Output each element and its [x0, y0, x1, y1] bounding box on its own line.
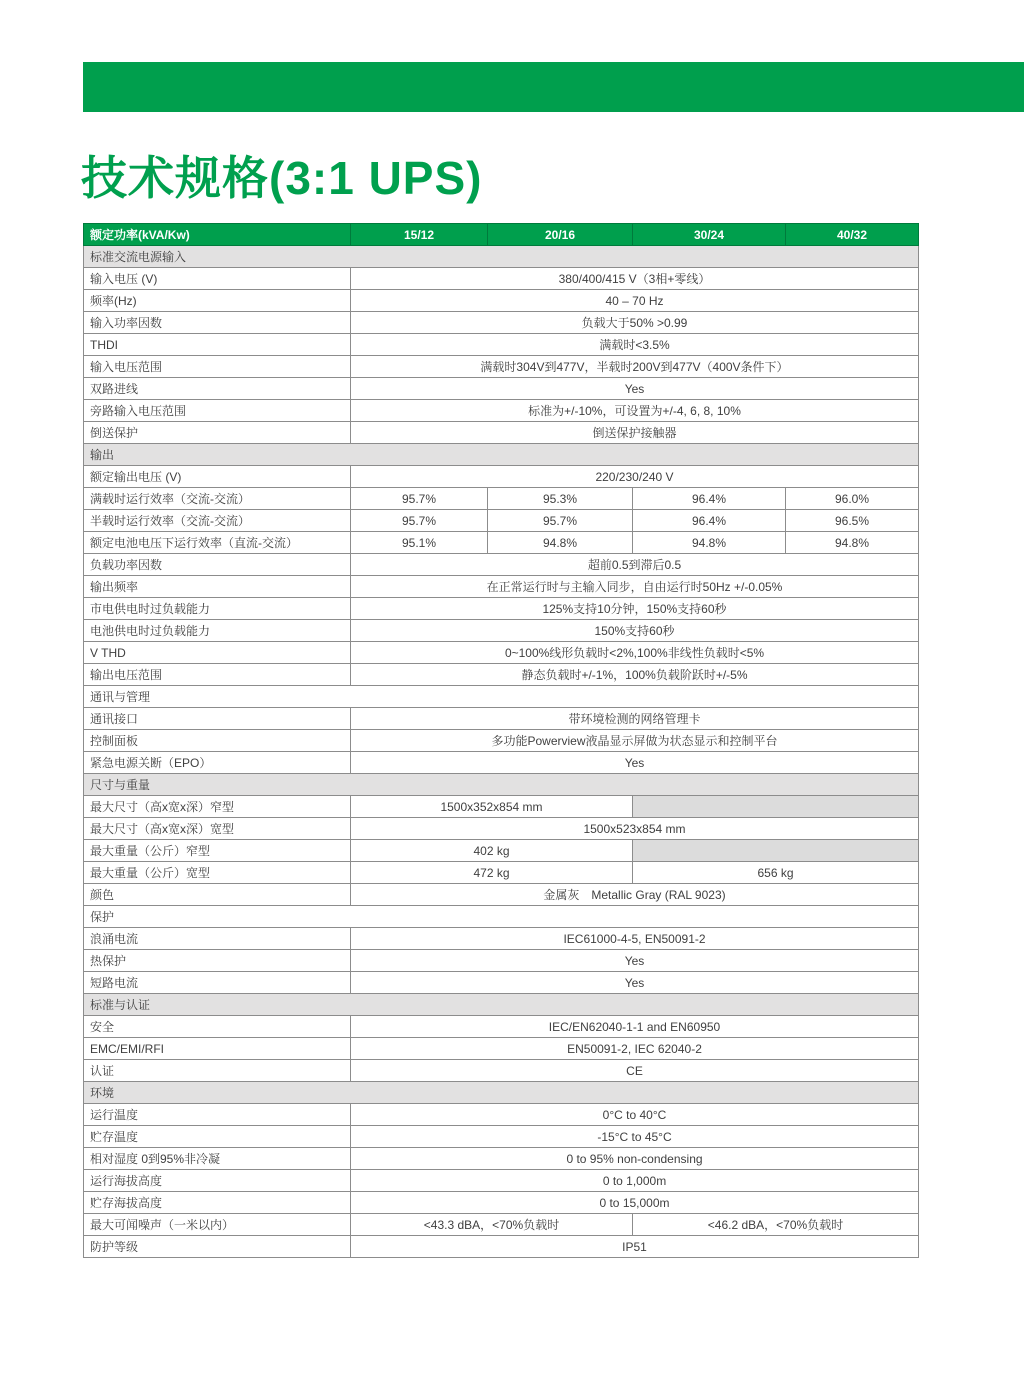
spec-value-cell: 94.8%: [633, 532, 786, 554]
table-row: [84, 576, 919, 598]
spec-label-cell: V THD: [84, 642, 351, 664]
table-row: [84, 510, 919, 532]
spec-value-cell: Yes: [351, 752, 919, 774]
table-row: [84, 1214, 919, 1236]
table-row: [84, 1126, 919, 1148]
spec-value-cell: 95.3%: [488, 488, 633, 510]
spec-value-cell: 95.7%: [351, 510, 488, 532]
table-row: [84, 620, 919, 642]
spec-label-cell: EMC/EMI/RFI: [84, 1038, 351, 1060]
spec-value-cell: 1500x523x854 mm: [351, 818, 919, 840]
spec-label-cell: 输入电压 (V): [84, 268, 351, 290]
table-row: [84, 1192, 919, 1214]
spec-value-cell: 380/400/415 V（3相+零线）: [351, 268, 919, 290]
spec-value-cell: 0 to 1,000m: [351, 1170, 919, 1192]
spec-value-cell: 金属灰 Metallic Gray (RAL 9023): [351, 884, 919, 906]
rating-column-header: 30/24: [633, 224, 786, 246]
spec-label-cell: 输出电压范围: [84, 664, 351, 686]
table-row: [84, 400, 919, 422]
spec-label-cell: 贮存温度: [84, 1126, 351, 1148]
spec-value-cell: IEC/EN62040-1-1 and EN60950: [351, 1016, 919, 1038]
spec-label-cell: 浪涌电流: [84, 928, 351, 950]
table-row: [84, 1060, 919, 1082]
spec-value-cell: 多功能Powerview液晶显示屏做为状态显示和控制平台: [351, 730, 919, 752]
section-header-cell: 输出: [84, 444, 919, 466]
table-row: [84, 664, 919, 686]
spec-value-cell: 96.5%: [786, 510, 919, 532]
rating-column-header: 15/12: [351, 224, 488, 246]
spec-label-cell: 颜色: [84, 884, 351, 906]
spec-na-cell: [633, 796, 919, 818]
spec-table: [83, 223, 919, 1258]
spec-label-cell: 旁路输入电压范围: [84, 400, 351, 422]
spec-value-cell: 96.4%: [633, 488, 786, 510]
table-row: [84, 1016, 919, 1038]
table-row: [84, 730, 919, 752]
table-row: [84, 928, 919, 950]
spec-value-cell: 96.0%: [786, 488, 919, 510]
spec-value-cell: 95.1%: [351, 532, 488, 554]
table-row: [84, 488, 919, 510]
spec-label-cell: 市电供电时过负载能力: [84, 598, 351, 620]
table-row: [84, 422, 919, 444]
spec-value-cell: 220/230/240 V: [351, 466, 919, 488]
table-row: [84, 334, 919, 356]
table-row: [84, 708, 919, 730]
section-header-cell: 通讯与管理: [84, 686, 919, 708]
spec-value-cell: 静态负载时+/-1%，100%负载阶跃时+/-5%: [351, 664, 919, 686]
brand-header-bar: [83, 62, 1024, 112]
spec-label-cell: 频率(Hz): [84, 290, 351, 312]
table-row: [84, 1104, 919, 1126]
spec-label-cell: 负载功率因数: [84, 554, 351, 576]
spec-label-cell: 认证: [84, 1060, 351, 1082]
table-row: [84, 994, 919, 1016]
spec-value-cell: Yes: [351, 972, 919, 994]
table-row: [84, 840, 919, 862]
table-row: [84, 554, 919, 576]
spec-value-cell: CE: [351, 1060, 919, 1082]
spec-label-cell: 最大重量（公斤）宽型: [84, 862, 351, 884]
table-row: [84, 906, 919, 928]
table-row: [84, 444, 919, 466]
table-row: [84, 752, 919, 774]
spec-label-cell: 紧急电源关断（EPO）: [84, 752, 351, 774]
spec-label-cell: 控制面板: [84, 730, 351, 752]
spec-label-cell: 最大可闻噪声（一米以内）: [84, 1214, 351, 1236]
spec-value-cell: 656 kg: [633, 862, 919, 884]
spec-value-cell: 倒送保护接触器: [351, 422, 919, 444]
table-row: [84, 290, 919, 312]
section-header-cell: 标准交流电源输入: [84, 246, 919, 268]
spec-label-cell: 输出频率: [84, 576, 351, 598]
spec-label-cell: 最大尺寸（高x宽x深）窄型: [84, 796, 351, 818]
spec-label-cell: 通讯接口: [84, 708, 351, 730]
spec-value-cell: Yes: [351, 950, 919, 972]
spec-value-cell: <46.2 dBA，<70%负载时: [633, 1214, 919, 1236]
spec-value-cell: 负载大于50% >0.99: [351, 312, 919, 334]
section-header-cell: 环境: [84, 1082, 919, 1104]
spec-na-cell: [633, 840, 919, 862]
spec-value-cell: 472 kg: [351, 862, 633, 884]
table-row: [84, 1038, 919, 1060]
spec-value-cell: 标准为+/-10%，可设置为+/-4, 6, 8, 10%: [351, 400, 919, 422]
spec-value-cell: 1500x352x854 mm: [351, 796, 633, 818]
table-row: [84, 774, 919, 796]
rating-column-header: 40/32: [786, 224, 919, 246]
spec-table-body: [84, 246, 919, 1258]
section-header-cell: 标准与认证: [84, 994, 919, 1016]
spec-label-cell: 倒送保护: [84, 422, 351, 444]
table-row: [84, 1148, 919, 1170]
spec-label-cell: 电池供电时过负载能力: [84, 620, 351, 642]
spec-value-cell: <43.3 dBA，<70%负载时: [351, 1214, 633, 1236]
spec-label-cell: 贮存海拔高度: [84, 1192, 351, 1214]
spec-value-cell: 0 to 95% non-condensing: [351, 1148, 919, 1170]
spec-label-cell: 输入电压范围: [84, 356, 351, 378]
spec-value-cell: 96.4%: [633, 510, 786, 532]
spec-value-cell: IP51: [351, 1236, 919, 1258]
spec-value-cell: 94.8%: [786, 532, 919, 554]
spec-value-cell: 402 kg: [351, 840, 633, 862]
spec-value-cell: 94.8%: [488, 532, 633, 554]
page-title: 技术规格(3:1 UPS): [81, 152, 483, 204]
table-row: [84, 972, 919, 994]
spec-label-cell: 最大重量（公斤）窄型: [84, 840, 351, 862]
spec-label-cell: 运行温度: [84, 1104, 351, 1126]
spec-label-cell: 短路电流: [84, 972, 351, 994]
spec-value-cell: 40 – 70 Hz: [351, 290, 919, 312]
spec-value-cell: 150%支持60秒: [351, 620, 919, 642]
table-row: [84, 1170, 919, 1192]
table-row: [84, 378, 919, 400]
table-row: [84, 268, 919, 290]
table-row: [84, 246, 919, 268]
table-row: [84, 356, 919, 378]
spec-value-cell: 125%支持10分钟，150%支持60秒: [351, 598, 919, 620]
spec-value-cell: 95.7%: [488, 510, 633, 532]
rating-column-header: 20/16: [488, 224, 633, 246]
table-row: [84, 862, 919, 884]
spec-label-cell: 最大尺寸（高x宽x深）宽型: [84, 818, 351, 840]
spec-value-cell: IEC61000-4-5, EN50091-2: [351, 928, 919, 950]
spec-value-cell: 0°C to 40°C: [351, 1104, 919, 1126]
spec-label-cell: 热保护: [84, 950, 351, 972]
spec-label-cell: 满载时运行效率（交流-交流）: [84, 488, 351, 510]
spec-value-cell: 满载时304V到477V，半载时200V到477V（400V条件下）: [351, 356, 919, 378]
table-row: [84, 642, 919, 664]
spec-value-cell: 满载时<3.5%: [351, 334, 919, 356]
table-header-row: [84, 224, 919, 246]
spec-label-cell: 安全: [84, 1016, 351, 1038]
table-row: [84, 796, 919, 818]
section-header-cell: 尺寸与重量: [84, 774, 919, 796]
table-row: [84, 532, 919, 554]
spec-label-cell: 额定输出电压 (V): [84, 466, 351, 488]
spec-value-cell: 带环境检测的网络管理卡: [351, 708, 919, 730]
table-row: [84, 466, 919, 488]
table-row: [84, 884, 919, 906]
spec-label-cell: 双路进线: [84, 378, 351, 400]
spec-table-header: [84, 224, 919, 246]
spec-value-cell: EN50091-2, IEC 62040-2: [351, 1038, 919, 1060]
table-row: [84, 686, 919, 708]
spec-value-cell: 0~100%线形负载时<2%,100%非线性负载时<5%: [351, 642, 919, 664]
spec-label-cell: 输入功率因数: [84, 312, 351, 334]
table-row: [84, 1236, 919, 1258]
spec-value-cell: 95.7%: [351, 488, 488, 510]
spec-label-cell: 相对湿度 0到95%非冷凝: [84, 1148, 351, 1170]
section-header-cell: 保护: [84, 906, 919, 928]
spec-label-cell: THDI: [84, 334, 351, 356]
spec-value-cell: 在正常运行时与主输入同步，自由运行时50Hz +/-0.05%: [351, 576, 919, 598]
table-row: [84, 818, 919, 840]
spec-label-cell: 防护等级: [84, 1236, 351, 1258]
table-row: [84, 1082, 919, 1104]
spec-label-cell: 运行海拔高度: [84, 1170, 351, 1192]
spec-label-cell: 额定电池电压下运行效率（直流-交流）: [84, 532, 351, 554]
spec-value-cell: Yes: [351, 378, 919, 400]
spec-value-cell: -15°C to 45°C: [351, 1126, 919, 1148]
table-row: [84, 312, 919, 334]
spec-value-cell: 0 to 15,000m: [351, 1192, 919, 1214]
spec-label-cell: 半载时运行效率（交流-交流）: [84, 510, 351, 532]
table-row: [84, 598, 919, 620]
table-row: [84, 950, 919, 972]
rated-power-header-cell: 额定功率(kVA/Kw): [84, 224, 351, 246]
spec-value-cell: 超前0.5到滞后0.5: [351, 554, 919, 576]
